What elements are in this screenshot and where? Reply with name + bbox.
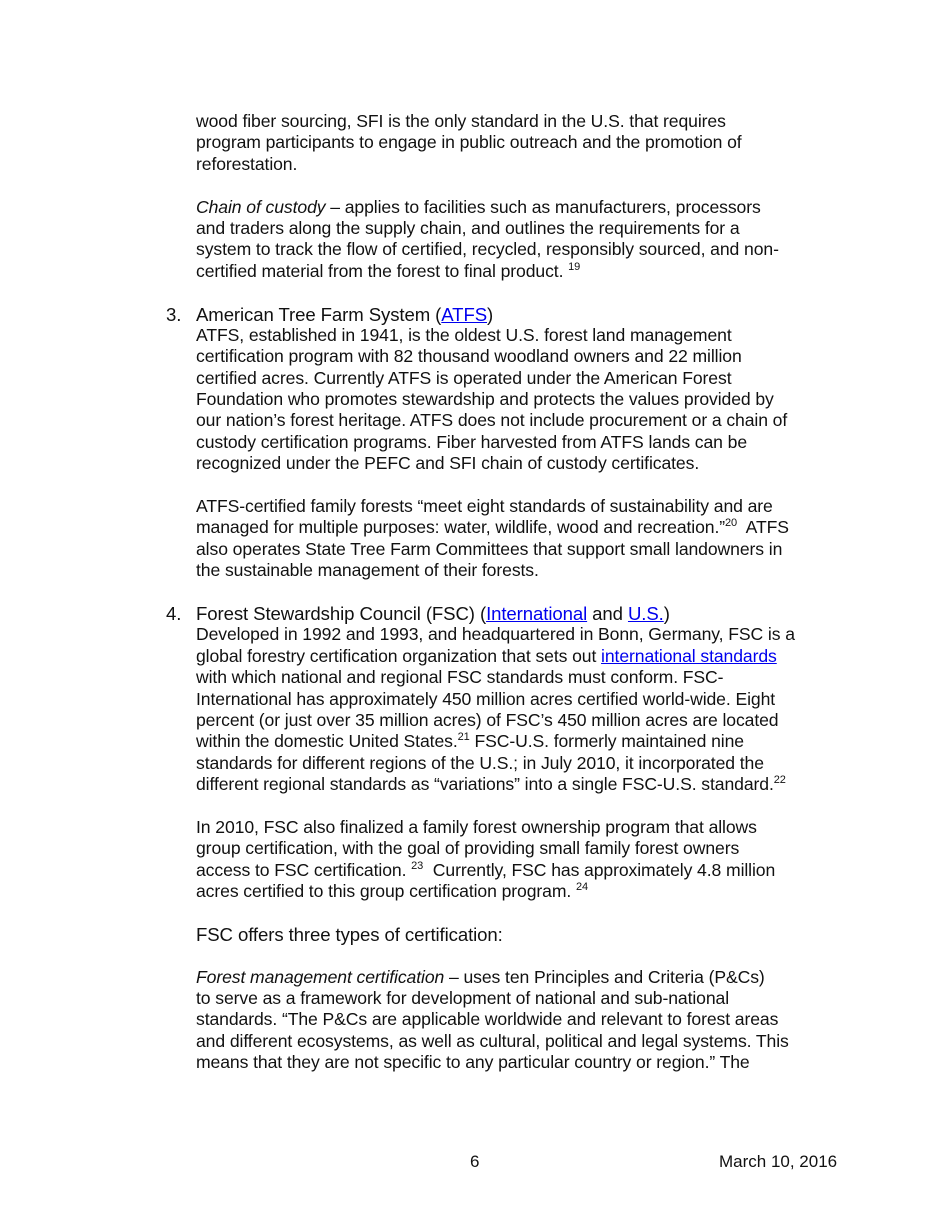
text-run: American Tree Farm System ( (196, 303, 442, 325)
list-number: 3. (166, 303, 182, 325)
text-line (196, 218, 896, 239)
text-run: also operates State Tree Farm Committees that support small landowners in (196, 538, 783, 559)
text-line (196, 389, 896, 410)
text-line (196, 304, 896, 325)
section-heading (166, 602, 896, 624)
text-run: different regional standards as “variations” into a single FSC-U.S. standard. (196, 774, 774, 795)
paragraph (196, 325, 896, 475)
paragraph (196, 817, 896, 903)
section-heading (166, 303, 896, 325)
section-heading (196, 924, 896, 945)
link[interactable]: ATFS (441, 303, 488, 325)
text-run: to serve as a framework for development of national and sub-national (196, 988, 730, 1009)
text-line (196, 710, 896, 731)
text-line (196, 731, 896, 752)
text-run: – uses ten Principles and Criteria (P&Cs) (444, 966, 765, 987)
text-line (196, 154, 896, 175)
text-run: means that they are not specific to any particular country or region.” The (196, 1052, 750, 1073)
footnote-ref: 21 (457, 731, 470, 744)
paragraph (196, 967, 896, 1074)
text-line (196, 860, 896, 881)
text-line (196, 988, 896, 1009)
text-run: Currently, FSC has approximately 4.8 million (423, 859, 776, 880)
footnote-ref: 23 (411, 859, 424, 872)
text-run: International has approximately 450 million acres certified world-wide. Eight (196, 688, 776, 709)
text-run: In 2010, FSC also finalized a family forest ownership program that allows (196, 816, 757, 837)
text-run: Developed in 1992 and 1993, and headquartered in Bonn, Germany, FSC is a (196, 624, 795, 645)
text-run: certification program with 82 thousand woodland owners and 22 million (196, 346, 742, 367)
text-line (196, 432, 896, 453)
text-run: – applies to facilities such as manufacturers, processors (325, 196, 761, 217)
text-line (196, 667, 896, 688)
text-run: and different ecosystems, as well as cultural, political and legal systems. This (196, 1030, 789, 1051)
text-line (196, 838, 896, 859)
text-line (196, 1031, 896, 1052)
page-number: 6 (470, 1152, 480, 1171)
text-run: the sustainable management of their forests. (196, 560, 539, 581)
text-run: with which national and regional FSC standards must conform. FSC- (196, 667, 724, 688)
text-run: and (587, 602, 628, 624)
text-run: access to FSC certification. (196, 859, 412, 880)
text-line (196, 774, 896, 795)
text-run: ATFS (737, 517, 789, 538)
list-number: 4. (166, 602, 182, 624)
text-run: standards for different regions of the U.S.; in July 2010, it incorporated the (196, 752, 764, 773)
text-line (196, 817, 896, 838)
paragraph (196, 111, 896, 175)
text-line (196, 646, 896, 667)
text-line (196, 560, 896, 581)
text-line (196, 624, 896, 645)
footer-date: March 10, 2016 (719, 1152, 838, 1171)
text-run: FSC-U.S. formerly maintained nine (469, 731, 744, 752)
footnote-ref: 22 (773, 774, 786, 787)
link[interactable]: U.S. (627, 602, 664, 624)
text-line (196, 132, 896, 153)
text-line (196, 368, 896, 389)
italic-term: Forest management certification (196, 966, 445, 987)
text-run: reforestation. (196, 153, 298, 174)
text-line (196, 239, 896, 260)
italic-term: Chain of custody (196, 196, 326, 217)
text-line (196, 967, 896, 988)
paragraph (196, 496, 896, 582)
text-line (196, 753, 896, 774)
text-run: Forest Stewardship Council (FSC) ( (196, 602, 487, 624)
text-run: recognized under the PEFC and SFI chain of custody certificates. (196, 453, 700, 474)
footnote-ref: 20 (725, 517, 738, 530)
text-run: standards. “The P&Cs are applicable worldwide and relevant to forest areas (196, 1009, 779, 1030)
text-line (196, 261, 896, 282)
text-run: ATFS-certified family forests “meet eight standards of sustainability and are (196, 496, 773, 517)
text-run: ) (663, 602, 670, 624)
text-run: custody certification programs. Fiber harvested from ATFS lands can be (196, 431, 748, 452)
text-line (196, 689, 896, 710)
text-run: percent (or just over 35 million acres) of FSC’s 450 million acres are located (196, 709, 779, 730)
text-run: group certification, with the goal of providing small family forest owners (196, 838, 740, 859)
link[interactable]: international standards (601, 645, 777, 666)
text-line (196, 410, 896, 431)
text-line (196, 924, 896, 945)
text-run: ) (487, 303, 494, 325)
paragraph (196, 624, 896, 795)
text-run: wood fiber sourcing, SFI is the only standard in the U.S. that requires (196, 111, 726, 131)
text-run: certified material from the forest to final product. (196, 260, 569, 281)
text-line (196, 1009, 896, 1030)
text-line (196, 496, 896, 517)
text-run: acres certified to this group certification program. (196, 881, 576, 902)
text-line (196, 111, 896, 132)
text-run: within the domestic United States. (196, 731, 458, 752)
text-run: and traders along the supply chain, and outlines the requirements for a (196, 217, 740, 238)
text-run: managed for multiple purposes: water, wildlife, wood and recreation.” (196, 517, 726, 538)
text-line (196, 603, 896, 624)
text-line (196, 881, 896, 902)
paragraph (196, 197, 896, 283)
text-line (196, 453, 896, 474)
link[interactable]: International (486, 602, 588, 624)
text-line (196, 197, 896, 218)
text-run: certified acres. Currently ATFS is operated under the American Forest (196, 367, 732, 388)
text-run: our nation’s forest heritage. ATFS does not include procurement or a chain of (196, 410, 788, 431)
document-body (166, 111, 896, 1095)
text-line (196, 1052, 896, 1073)
text-line (196, 517, 896, 538)
text-line (196, 325, 896, 346)
text-line (196, 346, 896, 367)
text-run: global forestry certification organization that sets out (196, 645, 602, 666)
text-run: ATFS, established in 1941, is the oldest U.S. forest land management (196, 324, 732, 345)
text-run: Foundation who promotes stewardship and protects the values provided by (196, 389, 774, 410)
footnote-ref: 19 (568, 260, 581, 273)
text-run: system to track the flow of certified, recycled, responsibly sourced, and non- (196, 239, 779, 260)
text-line (196, 539, 896, 560)
footnote-ref: 24 (575, 881, 589, 894)
text-run: program participants to engage in public outreach and the promotion of (196, 132, 742, 153)
text-run: FSC offers three types of certification: (196, 923, 503, 945)
